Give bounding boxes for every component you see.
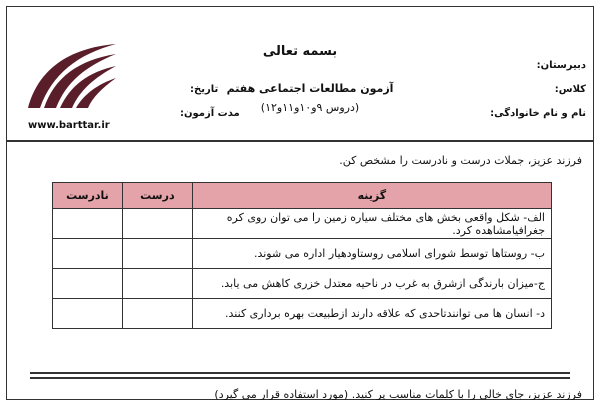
class-label: کلاس: (554, 84, 586, 95)
exam-lessons: (دروس ۹و۱۰و۱۱و۱۲) (260, 101, 360, 114)
instruction-text: فرزند عزیز، جملات درست و نادرست را مشخص کن. (339, 154, 582, 167)
date-label: تاریخ: (190, 84, 219, 95)
true-header: درست (122, 183, 192, 209)
true-answer-cell[interactable] (122, 269, 192, 299)
student-name-label: نام و نام خانوادگی: (490, 108, 586, 119)
table-row (53, 239, 552, 269)
table-row (53, 269, 552, 299)
question-text: د- انسان ها می توانندتاحدی که علاقه دارند ازطبیعت بهره برداری کنند. (192, 299, 551, 329)
question-text: ب- روستاها توسط شورای اسلامی روستاودهیار اداره می شوند. (192, 239, 551, 269)
question-text: الف- شکل واقعی بخش های مختلف سیاره زمین را می توان روی کره جغرافیامشاهده کرد. (192, 209, 551, 239)
page-title: بسمه تعالی (262, 44, 338, 59)
true-answer-cell[interactable] (122, 299, 192, 329)
table-row (53, 209, 552, 239)
false-answer-cell[interactable] (53, 299, 123, 329)
false-answer-cell[interactable] (53, 239, 123, 269)
true-answer-cell[interactable] (122, 239, 192, 269)
question-text: ج-میزان بارندگی ازشرق به غرب در ناحیه معتدل خزری کاهش می یابد. (192, 269, 551, 299)
section-divider (30, 372, 570, 374)
duration-label: مدت آزمون: (180, 108, 240, 119)
table-row (53, 299, 552, 329)
next-section-text: فرزند عزیز، جای خالی را با کلمات مناسب پر کنید. (مورد استفاده قرار می گیرد) (214, 388, 582, 400)
question-header: گزینه (192, 183, 551, 209)
false-header: نادرست (53, 183, 123, 209)
false-answer-cell[interactable] (53, 209, 123, 239)
site-url: www.barttar.ir (28, 120, 110, 131)
true-false-table (52, 182, 552, 329)
false-answer-cell[interactable] (53, 269, 123, 299)
true-answer-cell[interactable] (122, 209, 192, 239)
exam-subject: آزمون مطالعات اجتماعی هفتم (226, 82, 394, 95)
table-header-row (53, 183, 552, 209)
section-divider (30, 377, 570, 379)
school-label: دبیرستان: (536, 60, 586, 71)
